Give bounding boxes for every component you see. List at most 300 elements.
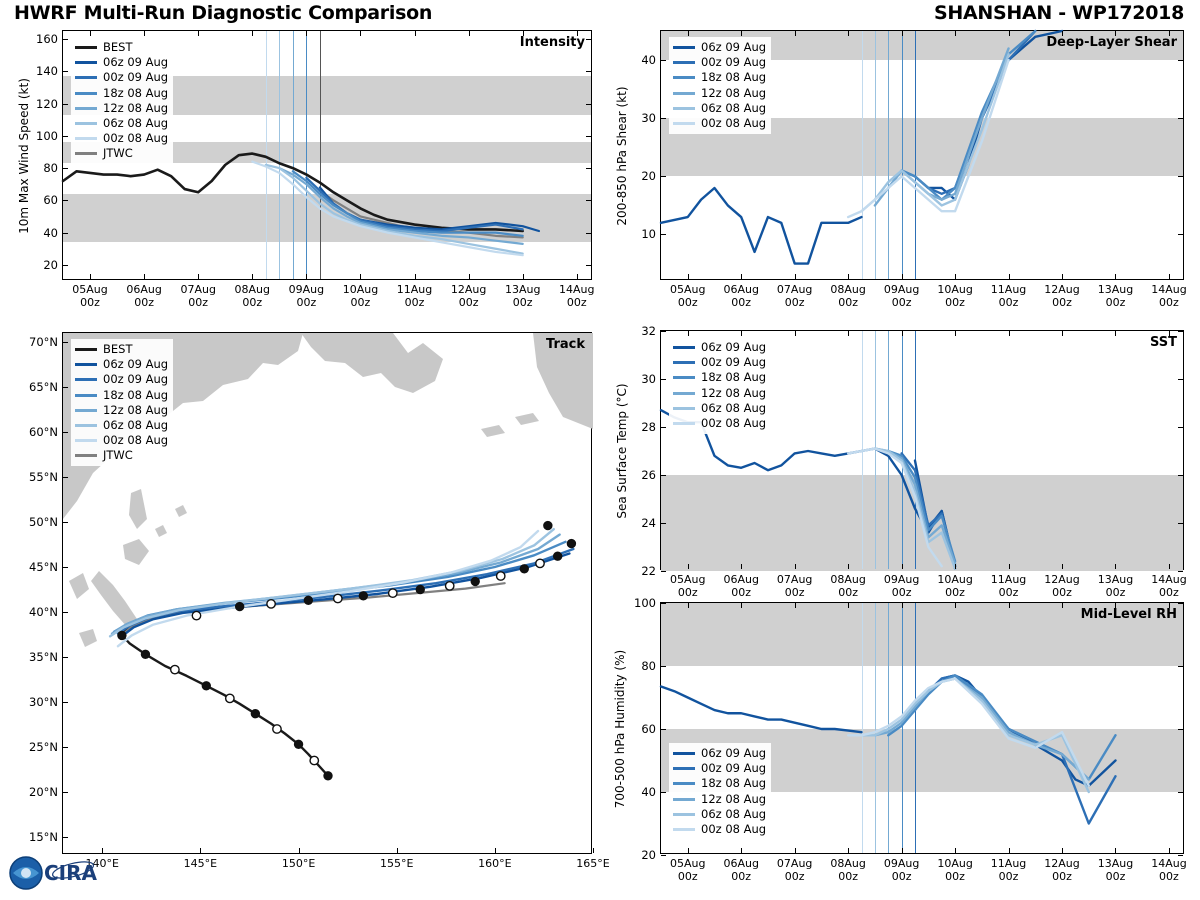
track-line (118, 531, 538, 646)
legend-item (75, 403, 168, 418)
legend-swatch (673, 392, 695, 395)
legend-swatch (673, 361, 695, 364)
y-tick-mark (63, 837, 68, 838)
y-tick-label: 60 (641, 722, 656, 736)
x-tick-label: 10Aug 00z (342, 283, 379, 309)
x-tick-mark (848, 331, 849, 336)
x-tick-label: 07Aug 00z (776, 573, 813, 599)
y-tick-mark (63, 522, 68, 523)
track-marker-filled (294, 740, 302, 748)
track-marker-open (334, 594, 342, 602)
x-tick-label: 12Aug 00z (1044, 573, 1080, 599)
legend-shear (669, 37, 771, 134)
legend-swatch (75, 137, 97, 140)
y-tick-mark (661, 792, 666, 793)
x-tick-label: 05Aug 00z (669, 857, 706, 883)
legend-item (673, 386, 766, 401)
x-tick-mark (577, 274, 578, 279)
legend-swatch (673, 798, 695, 801)
legend-swatch (673, 752, 695, 755)
panel-title-track: Track (546, 337, 585, 352)
y-tick-mark (661, 855, 666, 856)
y-tick-mark (63, 747, 68, 748)
x-tick-mark (360, 274, 361, 279)
x-tick-label: 14Aug 00z (1151, 857, 1187, 883)
x-tick-mark (955, 31, 956, 36)
y-tick-mark (1178, 60, 1183, 61)
legend-label: BEST (103, 342, 133, 356)
x-tick-mark (200, 848, 201, 853)
x-tick-mark (198, 274, 199, 279)
legend-item (75, 342, 168, 357)
x-tick-mark (902, 274, 903, 279)
legend-item (673, 370, 766, 385)
track-marker-open (226, 694, 234, 702)
y-tick-label: 30 (641, 372, 656, 386)
y-tick-label: 20 (641, 169, 656, 184)
y-tick-label: 80 (43, 161, 58, 176)
panel-shear (615, 30, 1187, 309)
legend-swatch (673, 346, 695, 349)
y-tick-mark (1178, 855, 1183, 856)
plot-area-sst (615, 324, 1187, 599)
y-tick-mark (586, 39, 591, 40)
legend-item (673, 86, 766, 101)
track-marker-open (267, 600, 275, 608)
legend-item (673, 340, 766, 355)
legend-label: 00z 09 Aug (103, 70, 169, 85)
panel-title-rh: Mid-Level RH (1080, 607, 1177, 622)
x-tick-mark (688, 331, 689, 336)
legend-swatch (75, 424, 97, 427)
legend-swatch (673, 61, 695, 64)
x-tick-mark (848, 31, 849, 36)
x-tick-label: 07Aug 00z (776, 283, 813, 309)
y-tick-label: 28 (641, 420, 656, 434)
track-marker-filled (544, 521, 552, 529)
y-tick-mark (63, 168, 68, 169)
x-tick-mark (902, 31, 903, 36)
y-tick-mark (661, 427, 666, 428)
y-tick-mark (586, 200, 591, 201)
x-tick-mark (795, 274, 796, 279)
legend-swatch (75, 348, 97, 351)
x-tick-mark (469, 31, 470, 36)
x-tick-mark (252, 31, 253, 36)
x-tick-mark (848, 848, 849, 853)
legend-label: 00z 08 Aug (103, 433, 169, 448)
y-tick-mark (63, 233, 68, 234)
legend-swatch (673, 46, 695, 49)
track-marker-filled (553, 552, 561, 560)
track-marker-filled (304, 596, 312, 604)
x-tick-mark (415, 31, 416, 36)
legend-label: 18z 08 Aug (103, 387, 169, 402)
legend-item (673, 807, 766, 822)
y-tick-mark (63, 702, 68, 703)
y-tick-label: 40°N (29, 605, 58, 619)
x-tick-label: 06Aug 00z (723, 857, 759, 883)
y-tick-label: 70°N (29, 335, 58, 349)
track-marker-open (536, 559, 544, 567)
y-tick-mark (661, 666, 666, 667)
y-tick-mark (586, 233, 591, 234)
y-tick-mark (586, 104, 591, 105)
x-tick-mark (1009, 31, 1010, 36)
x-tick-label: 09Aug 00z (288, 283, 325, 309)
x-tick-mark (955, 274, 956, 279)
legend-swatch (673, 828, 695, 831)
x-tick-label: 155°E (379, 857, 414, 870)
y-tick-mark (63, 792, 68, 793)
x-tick-mark (688, 848, 689, 853)
y-tick-mark (661, 603, 666, 604)
track-marker-filled (251, 710, 259, 718)
legend-item (75, 372, 168, 387)
x-tick-label: 165°E (576, 857, 610, 870)
y-tick-label: 40 (641, 785, 656, 799)
x-tick-mark (1169, 848, 1170, 853)
legend-swatch (75, 378, 97, 381)
legend-label: JTWC (103, 146, 133, 161)
track-marker-open (389, 589, 397, 597)
x-tick-label: 150°E (281, 857, 316, 870)
y-tick-mark (661, 331, 666, 332)
legend-item (75, 388, 168, 403)
legend-label: 12z 08 Aug (701, 791, 767, 806)
y-tick-mark (1178, 331, 1183, 332)
x-tick-label: 06Aug 00z (723, 283, 759, 309)
page-title-right: SHANSHAN - WP172018 (933, 2, 1184, 24)
legend-swatch (75, 152, 97, 155)
y-tick-mark (661, 729, 666, 730)
y-tick-mark (586, 71, 591, 72)
x-tick-mark (902, 603, 903, 608)
y-tick-mark (1178, 571, 1183, 572)
x-tick-mark (795, 331, 796, 336)
y-axis-label: 200-850 hPa Shear (kt) (615, 86, 629, 226)
legend-label: 06z 09 Aug (103, 55, 169, 70)
y-tick-label: 15°N (29, 830, 58, 844)
legend-label: 00z 09 Aug (701, 355, 767, 370)
y-tick-mark (1178, 176, 1183, 177)
y-tick-label: 100 (36, 128, 58, 143)
legend-swatch (75, 107, 97, 110)
legend-label: 06z 09 Aug (701, 40, 767, 54)
x-tick-mark (955, 603, 956, 608)
y-tick-mark (63, 387, 68, 388)
page-title-left: HWRF Multi-Run Diagnostic Comparison (14, 2, 433, 24)
x-tick-mark (306, 31, 307, 36)
y-tick-label: 160 (36, 32, 58, 47)
x-tick-label: 11Aug 00z (396, 283, 433, 309)
x-tick-label: 13Aug 00z (1097, 283, 1134, 309)
y-axis-label: 10m Max Wind Speed (kt) (17, 78, 31, 234)
x-tick-mark (795, 848, 796, 853)
x-tick-label: 09Aug 00z (883, 573, 920, 599)
x-tick-label: 13Aug 00z (504, 283, 541, 309)
x-tick-mark (1009, 274, 1010, 279)
track-line (122, 600, 328, 776)
legend-item (75, 101, 168, 116)
legend-swatch (673, 76, 695, 79)
x-tick-mark (1009, 564, 1010, 569)
legend-swatch (673, 422, 695, 425)
x-tick-mark (1062, 603, 1063, 608)
y-tick-mark (661, 60, 666, 61)
x-tick-mark (1115, 848, 1116, 853)
legend-label: 12z 08 Aug (103, 100, 169, 115)
x-tick-mark (902, 848, 903, 853)
y-tick-mark (63, 432, 68, 433)
track-marker-open (446, 582, 454, 590)
legend-item (673, 116, 766, 131)
track-marker-filled (324, 772, 332, 780)
legend-label: 06z 09 Aug (103, 357, 169, 372)
y-tick-label: 40 (43, 225, 58, 240)
y-tick-mark (1178, 379, 1183, 380)
legend-swatch (673, 107, 695, 110)
legend-swatch (673, 92, 695, 95)
x-tick-mark (1009, 331, 1010, 336)
legend-swatch (75, 409, 97, 412)
y-tick-label: 60 (43, 193, 58, 208)
x-tick-label: 140°E (85, 857, 119, 870)
legend-label: 12z 08 Aug (103, 402, 169, 417)
panel-rh (613, 596, 1187, 883)
x-tick-mark (198, 31, 199, 36)
legend-swatch (673, 782, 695, 785)
legend-label: 00z 09 Aug (103, 372, 169, 387)
legend-label: 06z 09 Aug (701, 746, 767, 760)
x-tick-mark (1009, 848, 1010, 853)
x-tick-label: 07Aug 00z (180, 283, 216, 309)
x-tick-mark (955, 331, 956, 336)
x-tick-label: 160°E (478, 857, 512, 870)
legend-intensity (71, 37, 173, 164)
x-tick-mark (252, 274, 253, 279)
y-axis-label: 700-500 hPa Humidity (%) (613, 649, 627, 809)
x-tick-mark (469, 274, 470, 279)
series-line (915, 675, 1116, 785)
x-tick-label: 06Aug 00z (723, 573, 759, 599)
y-tick-mark (661, 234, 666, 235)
legend-swatch (75, 363, 97, 366)
panel-track (29, 332, 610, 870)
y-tick-mark (1178, 234, 1183, 235)
x-tick-label: 05Aug 00z (669, 283, 706, 309)
x-tick-label: 09Aug 00z (883, 857, 920, 883)
track-marker-open (171, 665, 179, 673)
svg-text:CIRA: CIRA (44, 861, 97, 885)
legend-label: 00z 08 Aug (701, 415, 767, 430)
legend-item (673, 70, 766, 85)
x-tick-mark (102, 848, 103, 853)
panel-title-sst: SST (1149, 335, 1177, 350)
x-tick-label: 14Aug 00z (1151, 283, 1187, 309)
x-tick-label: 14Aug 00z (559, 283, 595, 309)
x-tick-label: 08Aug 00z (830, 283, 866, 309)
x-tick-mark (795, 31, 796, 36)
legend-swatch (75, 76, 97, 79)
legend-swatch (673, 813, 695, 816)
track-marker-open (497, 572, 505, 580)
x-tick-mark (1062, 848, 1063, 853)
legend-item (75, 357, 168, 372)
y-tick-mark (1178, 603, 1183, 604)
y-axis-label: Sea Surface Temp (°C) (615, 383, 629, 519)
y-tick-label: 32 (641, 324, 656, 338)
y-tick-label: 22 (641, 564, 656, 578)
legend-item (673, 746, 766, 761)
track-line (110, 529, 554, 636)
track-marker-open (310, 756, 318, 764)
y-tick-mark (63, 104, 68, 105)
legend-swatch (75, 394, 97, 397)
legend-label: 06z 08 Aug (701, 100, 767, 115)
y-tick-mark (661, 379, 666, 380)
legend-label: 00z 08 Aug (701, 115, 767, 130)
x-tick-label: 08Aug 00z (830, 573, 866, 599)
legend-item (75, 433, 168, 448)
legend-item (673, 101, 766, 116)
y-tick-mark (1178, 666, 1183, 667)
x-tick-label: 05Aug 00z (669, 573, 706, 599)
track-marker-filled (471, 577, 479, 585)
x-tick-mark (688, 603, 689, 608)
x-tick-mark (848, 274, 849, 279)
y-tick-mark (661, 475, 666, 476)
legend-item (673, 822, 766, 837)
y-tick-mark (63, 612, 68, 613)
legend-label: 12z 08 Aug (701, 385, 767, 400)
legend-item (673, 355, 766, 370)
legend-item (75, 116, 168, 131)
y-tick-mark (661, 118, 666, 119)
legend-label: 00z 08 Aug (701, 821, 767, 836)
x-tick-mark (90, 274, 91, 279)
track-marker-filled (118, 631, 126, 639)
y-tick-mark (586, 136, 591, 137)
legend-label: 00z 09 Aug (701, 55, 767, 70)
x-tick-mark (593, 848, 594, 853)
legend-item (673, 776, 766, 791)
y-tick-label: 35°N (29, 650, 58, 664)
x-tick-mark (688, 31, 689, 36)
x-tick-label: 11Aug 00z (990, 573, 1027, 599)
track-marker-filled (416, 585, 424, 593)
y-tick-label: 120 (36, 96, 58, 111)
track-marker-filled (359, 592, 367, 600)
panel-title-shear: Deep-Layer Shear (1046, 35, 1177, 50)
x-tick-label: 08Aug 00z (234, 283, 271, 309)
x-tick-mark (741, 274, 742, 279)
legend-item (75, 448, 168, 463)
x-tick-mark (1115, 564, 1116, 569)
legend-label: 06z 08 Aug (701, 806, 767, 821)
x-tick-mark (360, 31, 361, 36)
x-tick-mark (299, 848, 300, 853)
legend-item (75, 40, 168, 55)
x-tick-mark (902, 564, 903, 569)
y-tick-mark (1178, 118, 1183, 119)
x-tick-mark (523, 274, 524, 279)
x-tick-label: 12Aug 00z (1044, 283, 1080, 309)
legend-swatch (673, 767, 695, 770)
series-line (661, 188, 862, 264)
legend-rh (669, 743, 771, 840)
legend-label: 12z 08 Aug (701, 85, 767, 100)
y-tick-label: 25°N (29, 740, 58, 754)
x-tick-label: 06Aug 00z (126, 283, 162, 309)
legend-item (673, 55, 766, 70)
legend-item (75, 418, 168, 433)
x-tick-mark (741, 564, 742, 569)
y-tick-mark (1178, 792, 1183, 793)
y-tick-mark (63, 136, 68, 137)
y-tick-mark (661, 571, 666, 572)
y-tick-mark (1178, 427, 1183, 428)
x-tick-mark (848, 603, 849, 608)
legend-label: BEST (103, 40, 133, 54)
x-tick-mark (397, 848, 398, 853)
y-tick-mark (661, 176, 666, 177)
x-tick-mark (688, 564, 689, 569)
legend-swatch (673, 376, 695, 379)
legend-item (75, 86, 168, 101)
legend-label: 18z 08 Aug (701, 70, 767, 85)
series-line (915, 31, 1062, 200)
x-tick-mark (306, 274, 307, 279)
y-tick-label: 30°N (29, 695, 58, 709)
legend-swatch (75, 92, 97, 95)
legend-swatch (75, 122, 97, 125)
x-tick-mark (1062, 331, 1063, 336)
legend-item (673, 761, 766, 776)
x-tick-label: 07Aug 00z (776, 857, 813, 883)
legend-label: 00z 08 Aug (103, 131, 169, 146)
x-tick-mark (1115, 274, 1116, 279)
y-tick-mark (63, 71, 68, 72)
legend-item (75, 146, 168, 161)
y-tick-label: 20°N (29, 785, 58, 799)
y-tick-mark (63, 265, 68, 266)
legend-item (673, 416, 766, 431)
legend-label: 06z 08 Aug (103, 115, 169, 130)
track-marker-filled (235, 602, 243, 610)
legend-item (673, 401, 766, 416)
x-tick-label: 11Aug 00z (990, 857, 1027, 883)
x-tick-label: 09Aug 00z (883, 283, 920, 309)
panel-intensity (17, 30, 595, 309)
x-tick-mark (795, 564, 796, 569)
x-tick-mark (955, 848, 956, 853)
cira-logo (8, 850, 118, 896)
x-tick-mark (144, 31, 145, 36)
x-tick-mark (741, 31, 742, 36)
legend-item (75, 70, 168, 85)
legend-item (75, 131, 168, 146)
y-tick-label: 65°N (29, 380, 58, 394)
legend-sst (669, 337, 771, 434)
x-tick-mark (415, 274, 416, 279)
y-tick-label: 80 (641, 659, 656, 673)
x-tick-label: 11Aug 00z (990, 283, 1027, 309)
legend-item (673, 40, 766, 55)
legend-swatch (75, 439, 97, 442)
x-tick-mark (795, 603, 796, 608)
legend-label: 00z 09 Aug (701, 761, 767, 776)
